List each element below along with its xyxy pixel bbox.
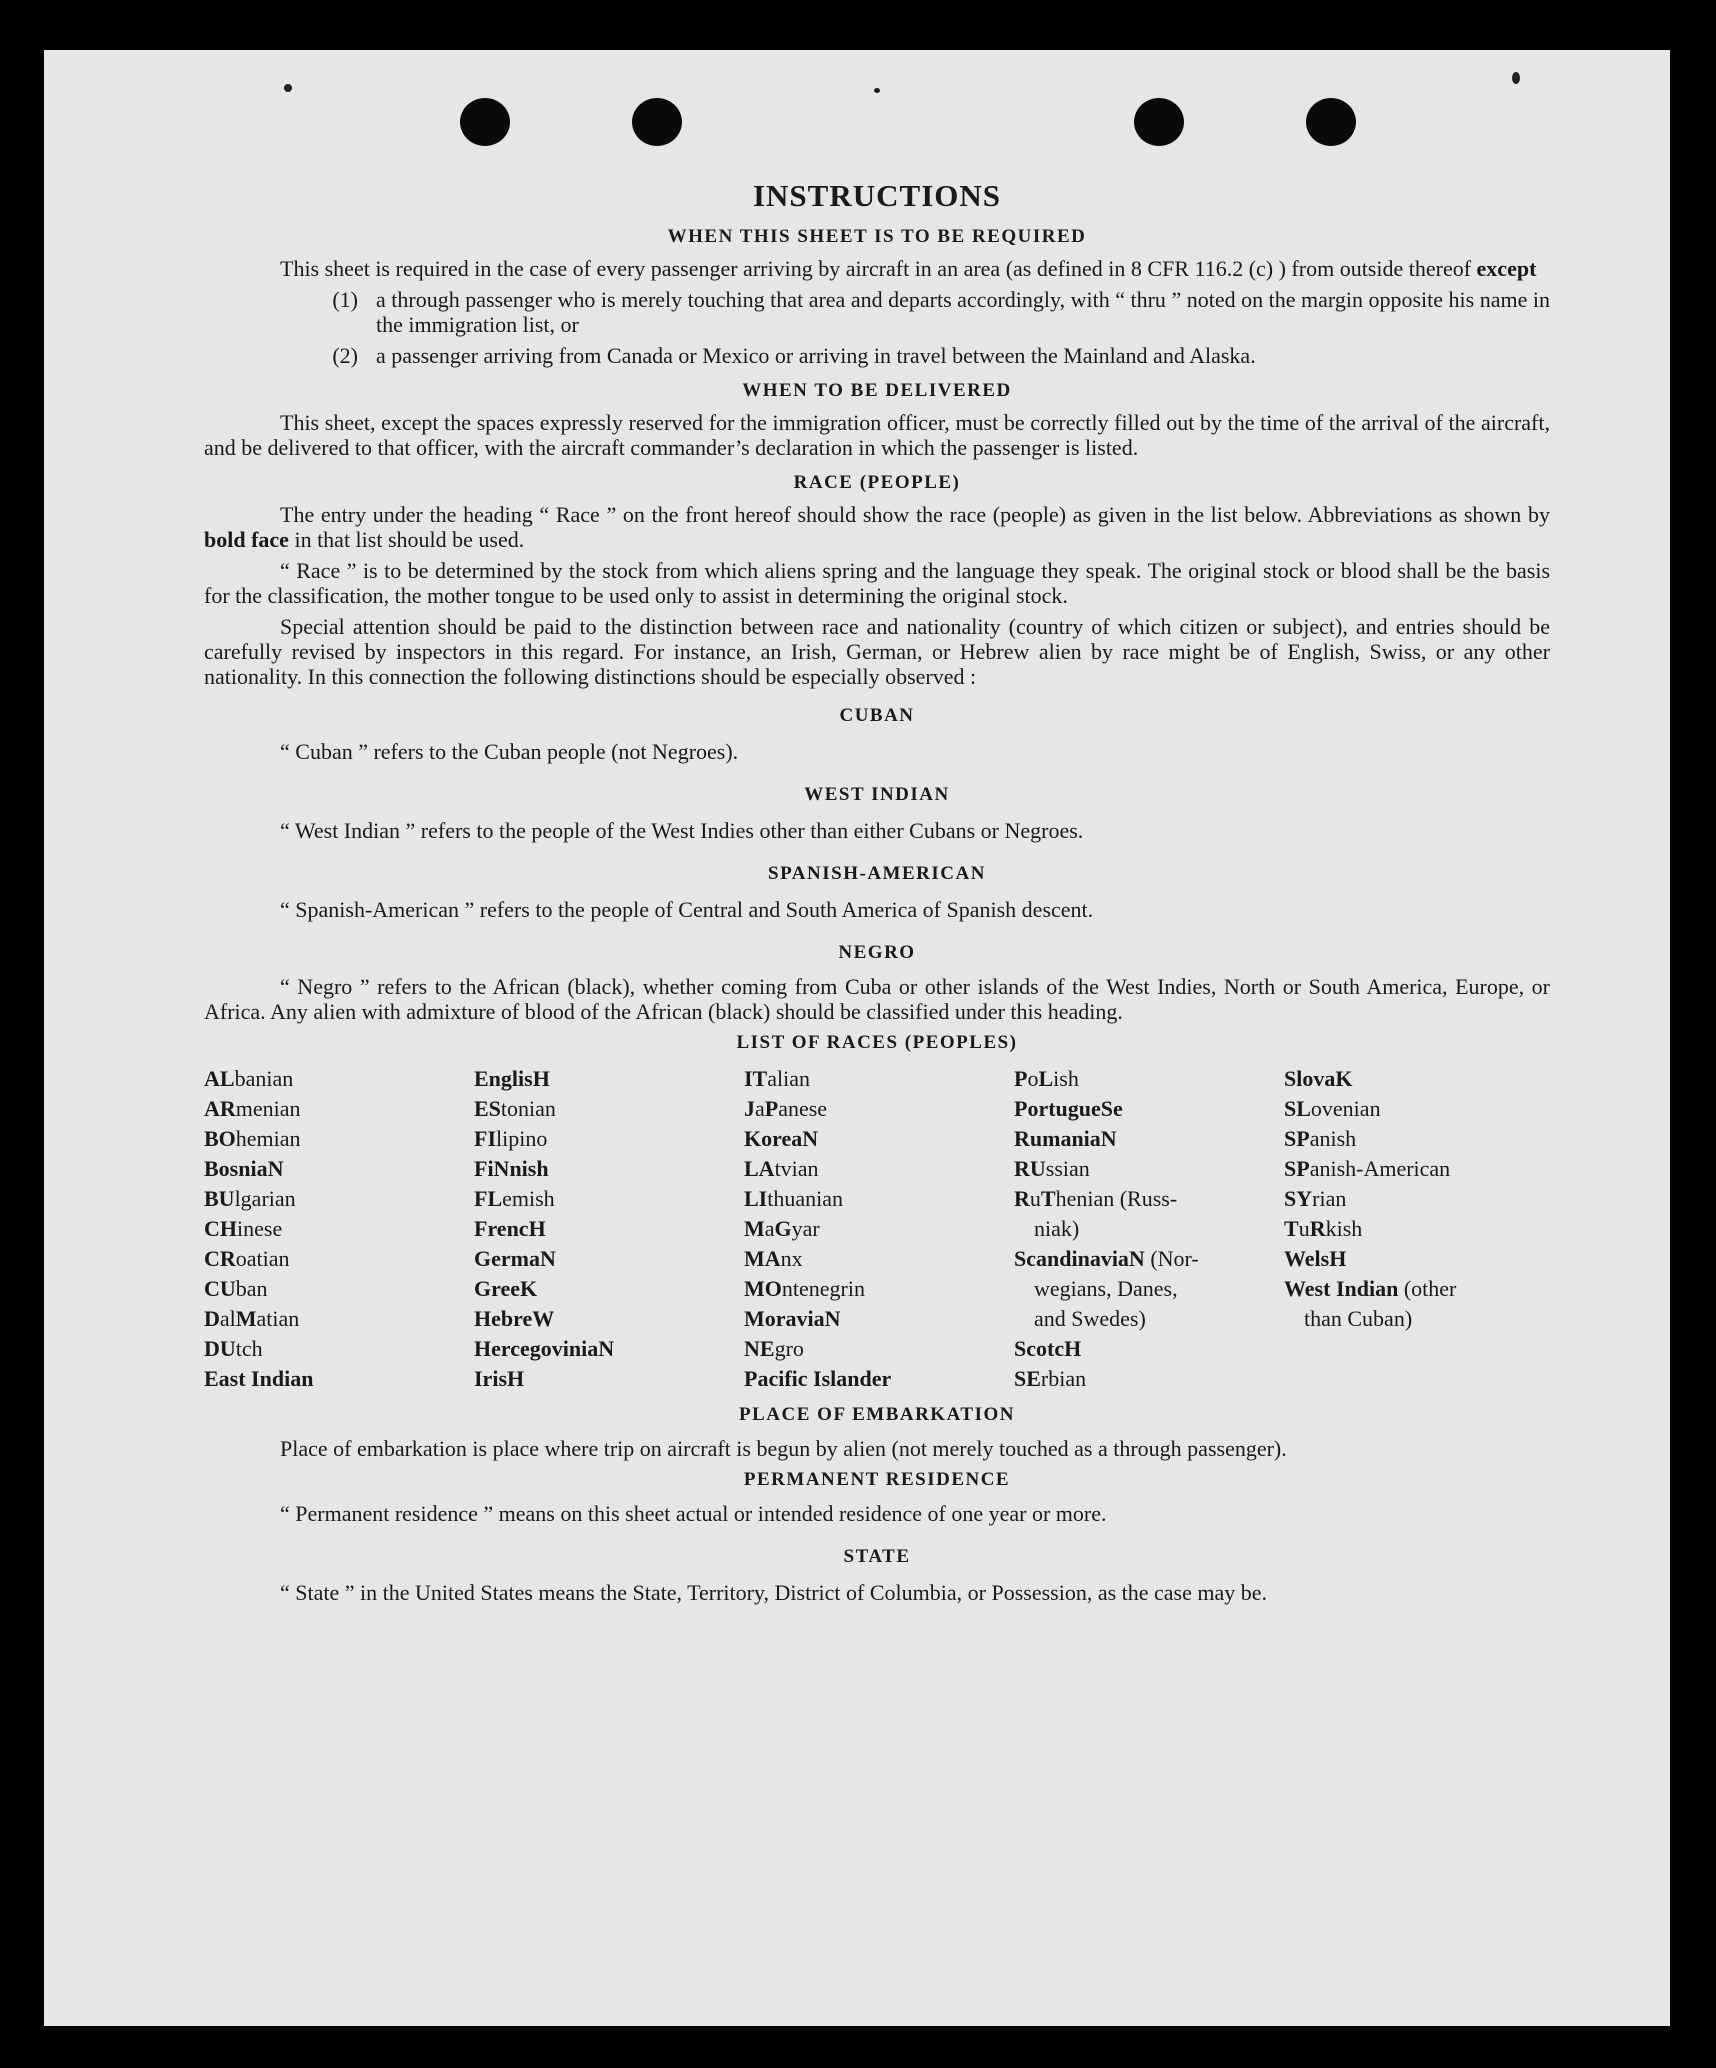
race-entry: SYrian: [1284, 1186, 1347, 1211]
race-p3: Special attention should be paid to the distinction between race and nationality (country of which citizen or subject), and entries should be carefully revised by inspectors in this regard. For instance, an Irish, German, or Hebrew alien by race might be of English, Swiss, or any other nationality. In this connection the following distinctions should be especially observed :: [204, 614, 1550, 689]
races-column: [744, 1064, 1014, 1394]
race-p1: The entry under the heading “ Race ” on the front hereof should show the race (people) as given in the list below. Abbreviations as shown by bold face in that list should be used.: [204, 502, 1550, 552]
races-column: [1014, 1064, 1284, 1394]
race-entry: TuRkish: [1284, 1216, 1363, 1241]
required-intro: This sheet is required in the case of every passenger arriving by aircraft in an area (as defined in 8 CFR 116.2 (c) ) from outside thereof except: [280, 256, 1537, 281]
list-item: (1) a through passenger who is merely touching that area and departs accordingly, with “ thru ” noted on the margin opposite his name in the immigration list, or: [332, 287, 1550, 337]
heading-negro: NEGRO: [838, 942, 916, 963]
race-entry: MaGyar: [744, 1216, 820, 1241]
race-entry: NEgro: [744, 1336, 804, 1361]
embarkation-text: Place of embarkation is place where trip on aircraft is begun by alien (not merely touched as a through passenger).: [280, 1436, 1287, 1461]
race-entry: niak): [1034, 1216, 1080, 1241]
cuban-text: “ Cuban ” refers to the Cuban people (not Negroes).: [280, 739, 739, 764]
race-entry: FLemish: [474, 1186, 555, 1211]
race-entry: FiNnish: [474, 1156, 549, 1181]
race-entry: IrisH: [474, 1366, 525, 1391]
race-entry: ARmenian: [204, 1096, 301, 1121]
race-entry: DalMatian: [204, 1306, 300, 1331]
race-entry: PoLish: [1014, 1066, 1079, 1091]
race-entry: SPanish-American: [1284, 1156, 1451, 1181]
state-text: “ State ” in the United States means the State, Territory, District of Columbia, or Possession, as the case may be.: [280, 1580, 1268, 1605]
heading-embarkation: PLACE OF EMBARKATION: [739, 1404, 1015, 1425]
race-entry: ITalian: [744, 1066, 811, 1091]
document-body: [204, 178, 1550, 1605]
race-entry: SErbian: [1014, 1366, 1087, 1391]
race-entry: EStonian: [474, 1096, 556, 1121]
speck: [1512, 72, 1520, 84]
race-entry: ALbanian: [204, 1066, 294, 1091]
race-entry: BUlgarian: [204, 1186, 296, 1211]
document-page: [44, 50, 1670, 2026]
page-title: INSTRUCTIONS: [752, 178, 1001, 213]
race-entry: EnglisH: [474, 1066, 550, 1091]
race-entry: WelsH: [1284, 1246, 1347, 1271]
races-table: [204, 1064, 1550, 1394]
race-entry: SPanish: [1284, 1126, 1357, 1151]
heading-cuban: CUBAN: [839, 705, 915, 726]
race-entry: CHinese: [204, 1216, 283, 1241]
race-entry: East Indian: [204, 1366, 314, 1391]
race-entry: BOhemian: [204, 1126, 301, 1151]
race-entry: HercegoviniaN: [474, 1336, 615, 1361]
races-column: [474, 1064, 744, 1394]
heading-list-of-races: LIST OF RACES (PEOPLES): [736, 1032, 1018, 1053]
race-entry: LIthuanian: [744, 1186, 844, 1211]
heading-state: STATE: [843, 1546, 911, 1567]
punch-hole: [1134, 98, 1184, 146]
race-entry: MAnx: [744, 1246, 803, 1271]
race-entry: West Indian (other: [1284, 1276, 1457, 1301]
race-p2: “ Race ” is to be determined by the stock from which aliens spring and the language they speak. The original stock or blood shall be the basis for the classification, the mother tongue to be used only to assist in determining the original stock.: [204, 558, 1550, 608]
race-entry: PortugueSe: [1014, 1096, 1123, 1121]
race-entry: RUssian: [1014, 1156, 1090, 1181]
race-entry: JaPanese: [744, 1096, 828, 1121]
race-entry: and Swedes): [1034, 1306, 1146, 1331]
heading-west-indian: WEST INDIAN: [804, 784, 950, 805]
race-entry: KoreaN: [744, 1126, 819, 1151]
list-item: (2) a passenger arriving from Canada or Mexico or arriving in travel between the Mainland and Alaska.: [332, 343, 1256, 368]
spanish-american-text: “ Spanish-American ” refers to the people of Central and South America of Spanish descent.: [280, 897, 1094, 922]
race-entry: LAtvian: [744, 1156, 819, 1181]
west-indian-text: “ West Indian ” refers to the people of the West Indies other than either Cubans or Negroes.: [280, 818, 1084, 843]
punch-hole: [1306, 98, 1356, 146]
races-column: [1284, 1064, 1554, 1394]
races-column: [204, 1064, 474, 1394]
heading-spanish-american: SPANISH-AMERICAN: [768, 863, 986, 884]
race-entry: CUban: [204, 1276, 268, 1301]
race-entry: ScotcH: [1014, 1336, 1082, 1361]
race-entry: FIlipino: [474, 1126, 548, 1151]
punch-hole: [460, 98, 510, 146]
race-entry: DUtch: [204, 1336, 263, 1361]
punch-hole: [632, 98, 682, 146]
race-entry: SlovaK: [1284, 1066, 1353, 1091]
race-entry: GermaN: [474, 1246, 556, 1271]
race-entry: wegians, Danes,: [1034, 1276, 1178, 1301]
race-entry: MOntenegrin: [744, 1276, 865, 1301]
speck: [874, 88, 880, 93]
negro-text: “ Negro ” refers to the African (black), whether coming from Cuba or other islands of the West Indies, North or South America, Europe, or Africa. Any alien with admixture of blood of the African (black) should be classified under this heading.: [204, 974, 1550, 1024]
race-entry: Pacific Islander: [744, 1366, 892, 1391]
race-entry: HebreW: [474, 1306, 555, 1331]
race-entry: GreeK: [474, 1276, 538, 1301]
race-entry: BosniaN: [204, 1156, 284, 1181]
residence-text: “ Permanent residence ” means on this sheet actual or intended residence of one year or more.: [280, 1501, 1107, 1526]
race-entry: ScandinaviaN (Nor-: [1014, 1246, 1199, 1271]
race-entry: CRoatian: [204, 1246, 290, 1271]
heading-race: RACE (PEOPLE): [793, 472, 961, 493]
speck: [284, 84, 292, 92]
race-entry: RumaniaN: [1014, 1126, 1117, 1151]
race-entry: than Cuban): [1304, 1306, 1413, 1331]
race-entry: FrencH: [474, 1216, 546, 1241]
race-entry: MoraviaN: [744, 1306, 841, 1331]
delivered-text: This sheet, except the spaces expressly reserved for the immigration officer, must be correctly filled out by the time of the arrival of the aircraft, and be delivered to that officer, with the aircraft commander’s declaration in which the passenger is listed.: [204, 410, 1550, 460]
heading-required: WHEN THIS SHEET IS TO BE REQUIRED: [667, 226, 1087, 247]
heading-residence: PERMANENT RESIDENCE: [743, 1469, 1011, 1490]
race-entry: SLovenian: [1284, 1096, 1381, 1121]
race-entry: RuThenian (Russ-: [1014, 1186, 1178, 1211]
heading-delivered: WHEN TO BE DELIVERED: [742, 380, 1012, 401]
